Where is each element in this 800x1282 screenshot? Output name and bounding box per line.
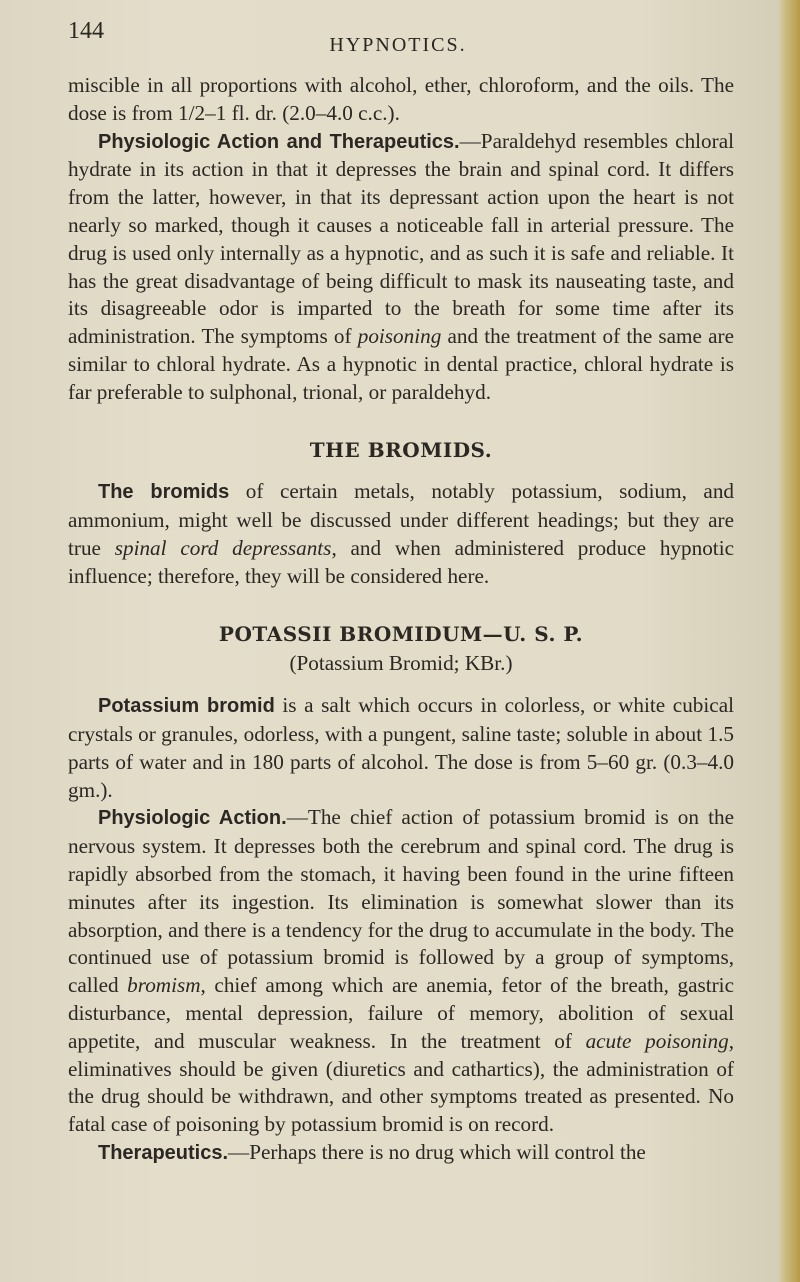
paragraph-lead: Physiologic Action and Therapeutics. [98,130,460,153]
italic-term: bromism [127,973,201,998]
page-header [68,18,728,58]
paragraph-text: is a salt which occurs in colorless, or white cubical crystals or granules, odorless, with a pungent, saline taste; soluble in about 1.5 parts of water and in 180 parts of alcohol. The dose is from 5–60 gr. (0.3–4.0 gm.). [68,693,734,802]
paragraph-therapeutics [68,1139,734,1168]
paragraph-text: —Paraldehyd resembles chloral hydrate in its action in that it depresses the brain and spinal cord. It differs from the latter, however, in that its depressant action upon the heart is not nearly so marked, though it causes a noticeable fall in arterial pressure. The drug is used only internally as a hypnotic, and as such it is safe and reliable. It has the great disadvantage of being difficult to mask its nauseating taste, and its disagreeable odor is imparted to the breath for some time after its administration. The symptoms of [68,128,734,349]
paragraph-lead: Physiologic Action. [98,807,287,830]
paragraph-text: of certain metals, notably potassium, sodium, and ammonium, might well be discussed under different headings; but they are true [68,479,735,560]
paragraph-bromids [68,478,734,590]
italic-term: acute poisoning [585,1028,729,1053]
section-heading-potassii: POTASSII BROMIDUM—U. S. P. [218,621,584,646]
paragraph-physiologic-action [68,128,734,407]
paragraph-continued: miscible in all proportions with alcohol, ether, chloroform, and the oils. The dose is from 1/2–1 fl. dr. (2.0–4.0 c.c.). [68,73,734,125]
paragraph-text: , chief among which are anemia, fetor of the breath, gastric disturbance, mental depression, failure of memory, abolition of sexual appetite, and muscular weakness. In the treatment of [68,973,734,1053]
italic-term: spinal cord depressants [114,535,332,560]
paragraph-potassium-bromid [68,692,734,804]
paragraph-lead: Potassium bromid [98,695,275,718]
paragraph-lead: The bromids [98,481,230,504]
paragraph-text: and the treatment of the same are similar to chloral hydrate. As a hypnotic in dental practice, chloral hydrate is far preferable to sulphonal, trional, or paraldehyd. [68,324,734,404]
page-number: 144 [68,18,104,44]
paragraph-text: , eliminatives should be given (diuretics and cathartics), the administration of the drug should be withdrawn, and other symptoms treated as presented. No fatal case of poisoning by potassium bromid is on record. [68,1028,734,1137]
paragraph-text: —Perhaps there is no drug which will control the [228,1139,646,1164]
paragraph-text: , and when administered produce hypnotic influence; therefore, they will be considered here. [68,535,734,588]
paragraph-text: —The chief action of potassium bromid is on the nervous system. It depresses both the cerebrum and spinal cord. The drug is rapidly absorbed from the stomach, it having been found in the urine fifteen minutes after its ingestion. Its elimination is somewhat slower than its absorption, and there is a tendency for the drug to accumulate in the body. The continued use of potassium bromid is followed by a group of symptoms, called [68,805,734,998]
page-edge [778,0,800,1282]
paragraph-lead: Therapeutics. [98,1141,229,1164]
paragraph-physiologic-action-kbr [68,804,734,1139]
body-text [68,72,734,1168]
running-head: HYPNOTICS. [329,34,467,56]
italic-term: poisoning [357,324,442,349]
section-subheading: (Potassium Bromid; KBr.) [289,651,513,676]
section-heading-bromids: THE BROMIDS. [309,437,493,462]
